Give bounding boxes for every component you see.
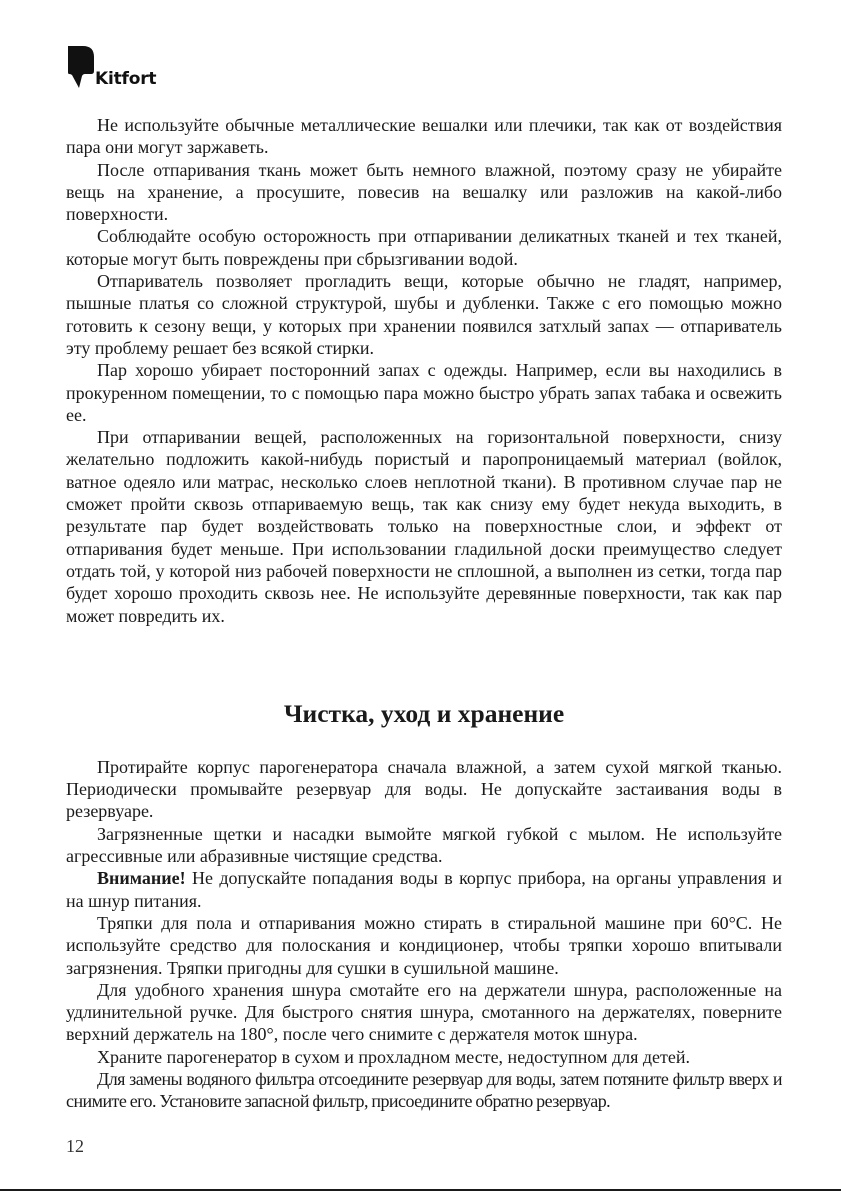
paragraph: После отпаривания ткань может быть немного влажной, поэтому сразу не убирайте вещь на хранение, а просушите, повесив на вешалку или разложив на какой-либо поверхности. bbox=[66, 159, 782, 225]
page-edge-line bbox=[0, 1189, 841, 1191]
paragraph: Пар хорошо убирает посторонний запах с одежды. Например, если вы находились в прокуренном помещении, то с помощью пара можно быстро убрать запах табака и освежить ее. bbox=[66, 360, 782, 425]
paragraph: Храните парогенератор в сухом и прохладном месте, недоступном для детей. bbox=[97, 1046, 691, 1067]
brand-logo bbox=[66, 44, 176, 92]
paragraph: Протирайте корпус парогенератора сначала влажной, а затем сухой мягкой тканью. Периодически промывайте резервуар для воды. Не допускайте застаивания воды в резервуаре. bbox=[66, 756, 782, 822]
warning-text: Не допускайте попадания воды в корпус прибора, на органы управления и на шнур питания. bbox=[66, 868, 782, 911]
paragraph: Отпариватель позволяет прогладить вещи, которые обычно не гладят, например, пышные платья со сложной структурой, шубы и дубленки. Также с его помощью можно готовить к сезону вещи, у которых при хранении появился затхлый запах — отпариватель эту проблему решает без всякой стирки. bbox=[66, 271, 782, 358]
document-body bbox=[66, 114, 782, 1113]
paragraph: Соблюдайте особую осторожность при отпаривании деликатных тканей и тех тканей, которые могут быть повреждены при сбрызгивании водой. bbox=[66, 226, 782, 269]
paragraph: Тряпки для пола и отпаривания можно стирать в стиральной машине при 60°С. Не используйте средство для полоскания и кондиционер, чтобы тряпки хорошо впитывали загрязнения. Тряпки пригодны для сушки в сушильной машине. bbox=[66, 912, 782, 978]
care-section bbox=[66, 756, 782, 1113]
page-number: 12 bbox=[66, 1136, 84, 1156]
warning-paragraph bbox=[66, 867, 782, 912]
kitfort-logo-icon bbox=[66, 44, 96, 90]
paragraph: Для удобного хранения шнура смотайте его на держатели шнура, расположенные на удлинительной ручке. Для быстрого снятия шнура, смотанного на держателях, поверните верхний держатель на 180°, после чего снимите с держателя моток шнура. bbox=[66, 979, 782, 1045]
paragraph: Загрязненные щетки и насадки вымойте мягкой губкой с мылом. Не используйте агрессивные или абразивные чистящие средства. bbox=[66, 823, 782, 867]
intro-section bbox=[66, 114, 782, 627]
paragraph: При отпаривании вещей, расположенных на горизонтальной поверхности, снизу желательно подложить какой-нибудь пористый и паропроницаемый материал (войлок, ватное одеяло или матрас, несколько слоев неплотной ткани). В противном случае пар не сможет пройти сквозь отпариваемую вещь, так как снизу ему будет некуда выходить, в результате пар будет воздействовать только на поверхностные слои, и эффект от отпаривания будет меньше. При использовании гладильной доски преимущество следует отдать той, у которой низ рабочей поверхности не сплошной, а выполнен из сетки, тогда пар будет хорошо проходить сквозь нее. Не используйте деревянные поверхности, так как пар может повредить их. bbox=[66, 427, 782, 626]
warning-label: Внимание! bbox=[97, 868, 186, 889]
paragraph: Не используйте обычные металлические вешалки или плечики, так как от воздействия пара они могут заржаветь. bbox=[66, 115, 782, 158]
section-heading: Чистка, уход и хранение bbox=[283, 698, 565, 728]
brand-name: Kitfort bbox=[95, 69, 157, 89]
paragraph: Для замены водяного фильтра отсоедините резервуар для воды, затем потяните фильтр вверх и снимите его. Установите запасной фильтр, присоедините обратно резервуар. bbox=[66, 1068, 782, 1112]
